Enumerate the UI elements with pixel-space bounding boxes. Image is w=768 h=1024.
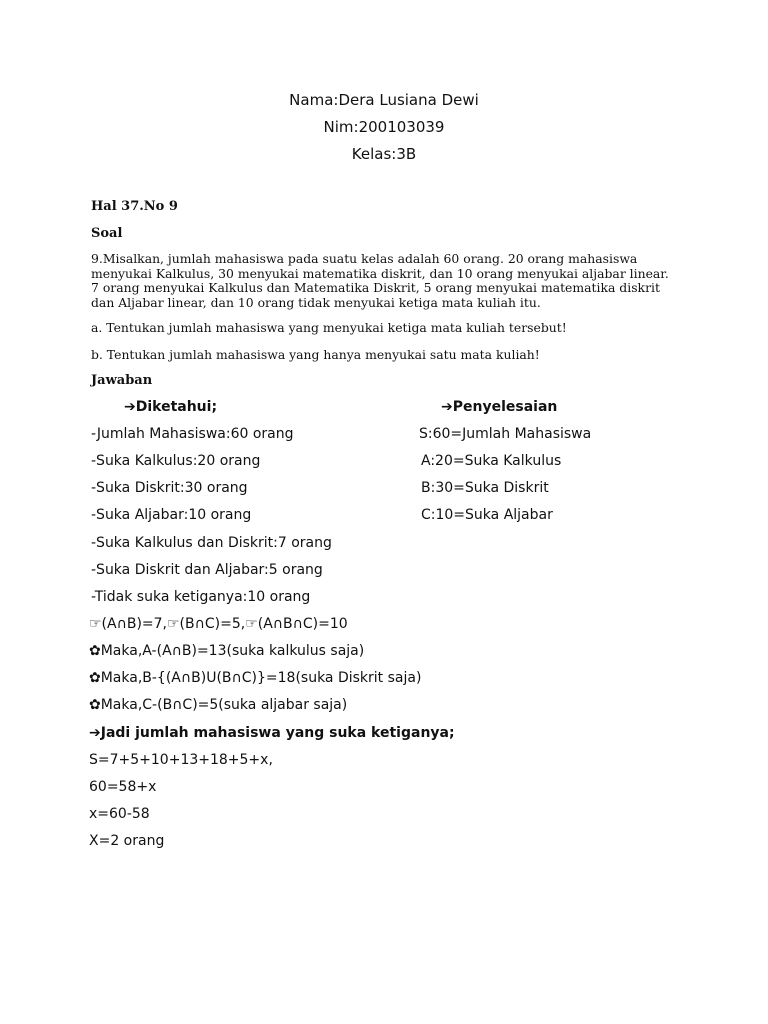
question-line: dan Aljabar linear, dan 10 orang tidak menyukai ketiga mata kuliah itu. [91, 294, 541, 310]
student-nim: Nim:200103039 [323, 118, 445, 136]
question-a: a. Tentukan jumlah mahasiswa yang menyukai ketiga mata kuliah tersebut! [91, 320, 567, 335]
step-line: ✿Maka,C-(B∩C)=5(suka aljabar saja) [89, 697, 348, 713]
solution-item: A:20=Suka Kalkulus [421, 453, 562, 469]
question-b: b. Tentukan jumlah mahasiswa yang hanya menyukai satu mata kuliah! [91, 347, 540, 362]
student-name: Nama:Dera Lusiana Dewi [289, 91, 479, 109]
known-item: -Suka Diskrit:30 orang [91, 480, 248, 496]
calc-line: S=7+5+10+13+18+5+x, [89, 752, 273, 768]
soal-heading: Soal [91, 226, 123, 241]
page-reference: Hal 37.No 9 [91, 199, 178, 214]
calc-line: 60=58+x [89, 779, 157, 795]
step-line: ✿Maka,A-(A∩B)=13(suka kalkulus saja) [89, 643, 365, 659]
step-line: ☞(A∩B)=7,☞(B∩C)=5,☞(A∩B∩C)=10 [89, 616, 348, 632]
calc-line: x=60-58 [89, 806, 150, 822]
known-item: -Suka Diskrit dan Aljabar:5 orang [91, 562, 323, 578]
known-item: -Suka Kalkulus:20 orang [91, 453, 261, 469]
question-line: 7 orang menyukai Kalkulus dan Matematika Diskrit, 5 orang menyukai matematika diskrit [91, 280, 660, 295]
conclusion-heading: ➔Jadi jumlah mahasiswa yang suka ketiganya; [89, 725, 455, 741]
known-item: -Jumlah Mahasiswa:60 orang [91, 426, 294, 442]
student-class: Kelas:3B [351, 145, 417, 163]
jawaban-heading: Jawaban [91, 373, 153, 388]
solution-item: B:30=Suka Diskrit [421, 480, 549, 496]
calc-result: X=2 orang [89, 833, 165, 849]
diketahui-heading: ➔Diketahui; [124, 399, 218, 415]
known-item: -Tidak suka ketiganya:10 orang [91, 589, 311, 605]
question-text [91, 252, 691, 310]
step-line: ✿Maka,B-{(A∩B)U(B∩C)}=18(suka Diskrit saja) [89, 670, 422, 686]
question-line: 9.Misalkan, jumlah mahasiswa pada suatu kelas adalah 60 orang. 20 orang mahasiswa [91, 251, 638, 266]
penyelesaian-heading: ➔Penyelesaian [441, 399, 558, 415]
solution-item: S:60=Jumlah Mahasiswa [419, 426, 592, 442]
known-item: -Suka Aljabar:10 orang [91, 507, 252, 523]
question-line: menyukai Kalkulus, 30 menyukai matematika diskrit, dan 10 orang menyukai aljabar linear. [91, 265, 669, 281]
known-item: -Suka Kalkulus dan Diskrit:7 orang [91, 535, 332, 551]
solution-item: C:10=Suka Aljabar [421, 507, 553, 523]
